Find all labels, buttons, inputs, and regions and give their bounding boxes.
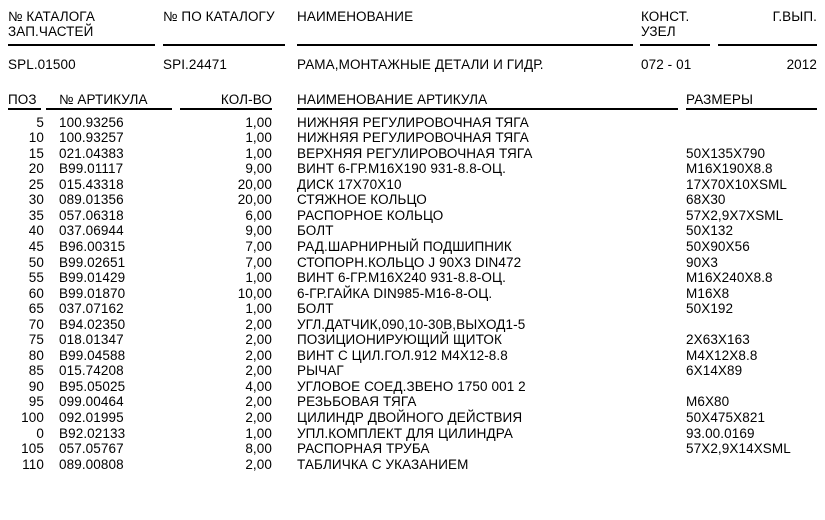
cell-dimensions: 50X132 (686, 223, 734, 239)
cell-dimensions: 68X30 (686, 192, 726, 208)
cell-description: ВЕРХНЯЯ РЕГУЛИРОВОЧНАЯ ТЯГА (297, 145, 533, 161)
cell-article: B99.01870 (59, 285, 126, 301)
cell-description: РЕЗЬБОВАЯ ТЯГА (297, 394, 417, 410)
cell-pos: 55 (28, 270, 44, 285)
cell-description: СТЯЖНОЕ КОЛЬЦО (297, 192, 427, 208)
cell-pos: 35 (28, 207, 44, 223)
cell-dimensions: 57X2,9X7XSML (686, 207, 784, 223)
cell-pos: 15 (28, 145, 44, 161)
cell-pos: 45 (28, 238, 44, 254)
cell-description: БОЛТ (297, 223, 334, 239)
column-rule-description (297, 108, 678, 110)
construction-unit-label-line2: УЗЕЛ (641, 24, 676, 39)
column-rule-pos (8, 108, 41, 110)
cell-article: 089.00808 (59, 456, 124, 472)
catalog-reference-value: SPI.24471 (163, 57, 227, 72)
cell-article: B92.02133 (59, 425, 126, 441)
column-rule-qty (180, 108, 272, 110)
cell-article: B99.01429 (59, 270, 126, 285)
cell-qty: 2,00 (245, 456, 272, 472)
cell-dimensions: 6X14X89 (686, 363, 743, 379)
cell-qty: 9,00 (245, 223, 272, 239)
cell-qty: 1,00 (245, 145, 272, 161)
cell-qty: 20,00 (237, 176, 272, 192)
cell-qty: 2,00 (245, 363, 272, 379)
cell-pos: 60 (28, 285, 44, 301)
cell-pos: 5 (36, 114, 44, 130)
cell-qty: 2,00 (245, 316, 272, 332)
cell-article: 015.74208 (59, 363, 124, 379)
cell-article: 089.01356 (59, 192, 124, 208)
cell-dimensions: 50X135X790 (686, 145, 766, 161)
cell-description: 6-ГР.ГАЙКА DIN985-M16-8-ОЦ. (297, 285, 493, 301)
construction-unit-value: 072 - 01 (641, 57, 692, 72)
cell-article: 092.01995 (59, 409, 124, 425)
cell-qty: 2,00 (245, 409, 272, 425)
cell-qty: 4,00 (245, 378, 272, 394)
cell-qty: 10,00 (237, 285, 272, 301)
column-header-dimensions: РАЗМЕРЫ (686, 92, 754, 107)
cell-qty: 1,00 (245, 114, 272, 130)
header-rule-name (297, 44, 633, 46)
header-rule-catalog-reference (163, 44, 285, 46)
name-label: НАИМЕНОВАНИЕ (297, 9, 414, 24)
cell-description: УГЛ.ДАТЧИК,090,10-30В,ВЫХОД1-5 (297, 316, 526, 332)
year-label: Г.ВЫП. (772, 9, 817, 24)
column-rule-article (46, 108, 172, 110)
cell-description: БОЛТ (297, 301, 334, 317)
header-rule-catalog-number (8, 44, 155, 46)
construction-unit-label-line1: КОНСТ. (641, 9, 690, 24)
cell-qty: 8,00 (245, 441, 272, 457)
cell-pos: 40 (28, 223, 44, 239)
column-header-qty: КОЛ-ВО (220, 92, 272, 107)
catalog-number-value: SPL.01500 (8, 57, 76, 72)
cell-description: ТАБЛИЧКА С УКАЗАНИЕМ (297, 456, 469, 472)
cell-qty: 7,00 (245, 238, 272, 254)
cell-qty: 20,00 (237, 192, 272, 208)
cell-article: 057.06318 (59, 207, 124, 223)
cell-description: ВИНТ С ЦИЛ.ГОЛ.912 M4X12-8.8 (297, 347, 508, 363)
header-rule-year (718, 44, 817, 46)
cell-pos: 80 (28, 347, 44, 363)
cell-dimensions: 50X90X56 (686, 238, 750, 254)
cell-article: 100.93256 (59, 114, 124, 130)
cell-pos: 105 (21, 441, 44, 457)
cell-article: B95.05025 (59, 378, 126, 394)
cell-article: 037.06944 (59, 223, 124, 239)
cell-pos: 0 (36, 425, 44, 441)
cell-description: РАД.ШАРНИРНЫЙ ПОДШИПНИК (297, 238, 512, 254)
cell-description: НИЖНЯЯ РЕГУЛИРОВОЧНАЯ ТЯГА (297, 130, 529, 146)
cell-description: РАСПОРНАЯ ТРУБА (297, 441, 430, 457)
cell-article: 057.05767 (59, 441, 124, 457)
cell-description: ПОЗИЦИОНИРУЮЩИЙ ЩИТОК (297, 332, 502, 348)
catalog-reference-label: № ПО КАТАЛОГУ (163, 9, 275, 24)
cell-article: 015.43318 (59, 176, 124, 192)
cell-qty: 2,00 (245, 332, 272, 348)
cell-pos: 10 (28, 130, 44, 146)
cell-description: НИЖНЯЯ РЕГУЛИРОВОЧНАЯ ТЯГА (297, 114, 529, 130)
cell-dimensions: M4X12X8.8 (686, 347, 758, 363)
cell-description: УГЛОВОЕ СОЕД.ЗВЕНО 1750 001 2 (297, 378, 526, 394)
cell-pos: 85 (28, 363, 44, 379)
cell-dimensions: M6X80 (686, 394, 730, 410)
cell-article: 100.93257 (59, 130, 124, 146)
cell-description: УПЛ.КОМПЛЕКТ ДЛЯ ЦИЛИНДРА (297, 425, 514, 441)
cell-pos: 65 (28, 301, 44, 317)
cell-dimensions: 90X3 (686, 254, 718, 270)
cell-pos: 70 (28, 316, 44, 332)
cell-description: РЫЧАГ (297, 363, 344, 379)
cell-pos: 20 (28, 161, 44, 177)
cell-qty: 9,00 (245, 161, 272, 177)
cell-pos: 30 (28, 192, 44, 208)
cell-article: B99.04588 (59, 347, 126, 363)
cell-article: 021.04383 (59, 145, 124, 161)
column-header-pos: ПОЗ (8, 92, 37, 107)
cell-dimensions: 50X475X821 (686, 409, 766, 425)
cell-qty: 2,00 (245, 394, 272, 410)
cell-article: B94.02350 (59, 316, 126, 332)
column-header-article: № АРТИКУЛА (59, 92, 148, 107)
cell-qty: 1,00 (245, 425, 272, 441)
cell-article: 018.01347 (59, 332, 124, 348)
cell-dimensions: M16X8 (686, 285, 730, 301)
name-value: РАМА,МОНТАЖНЫЕ ДЕТАЛИ И ГИДР. (297, 57, 544, 72)
catalog-number-label-line2: ЗАП.ЧАСТЕЙ (8, 24, 94, 39)
cell-pos: 110 (22, 456, 44, 472)
cell-article: B99.02651 (59, 254, 126, 270)
column-rule-dimensions (686, 108, 817, 110)
cell-dimensions: 57X2,9X14XSML (686, 441, 791, 457)
cell-qty: 1,00 (245, 130, 272, 146)
cell-article: B99.01117 (59, 161, 124, 177)
cell-dimensions: M16X190X8.8 (686, 161, 773, 177)
cell-description: РАСПОРНОЕ КОЛЬЦО (297, 207, 444, 223)
cell-qty: 7,00 (245, 254, 272, 270)
cell-dimensions: 17X70X10XSML (686, 176, 788, 192)
cell-article: 037.07162 (59, 301, 124, 317)
cell-pos: 25 (28, 176, 44, 192)
column-header-description: НАИМЕНОВАНИЕ АРТИКУЛА (297, 92, 488, 107)
cell-pos: 75 (28, 332, 44, 348)
cell-pos: 90 (28, 378, 44, 394)
cell-description: ВИНТ 6-ГР.M16X190 931-8.8-ОЦ. (297, 161, 506, 177)
cell-qty: 2,00 (245, 347, 272, 363)
year-value: 2012 (786, 57, 817, 72)
cell-qty: 1,00 (245, 270, 272, 285)
catalog-number-label-line1: № КАТАЛОГА (8, 9, 95, 24)
cell-article: B96.00315 (59, 238, 126, 254)
cell-pos: 50 (28, 254, 44, 270)
cell-pos: 95 (28, 394, 44, 410)
cell-qty: 6,00 (245, 207, 272, 223)
cell-dimensions: 93.00.0169 (686, 425, 755, 441)
cell-dimensions: M16X240X8.8 (686, 270, 773, 285)
cell-description: ВИНТ 6-ГР.M16X240 931-8.8-ОЦ. (297, 270, 506, 285)
cell-dimensions: 2X63X163 (686, 332, 750, 348)
header-rule-construction-unit (640, 44, 710, 46)
cell-pos: 100 (21, 409, 44, 425)
cell-dimensions: 50X192 (686, 301, 734, 317)
cell-description: ЦИЛИНДР ДВОЙНОГО ДЕЙСТВИЯ (297, 409, 523, 425)
cell-qty: 1,00 (245, 301, 272, 317)
cell-description: ДИСК 17X70X10 (297, 176, 402, 192)
cell-description: СТОПОРН.КОЛЬЦО J 90X3 DIN472 (297, 254, 522, 270)
cell-article: 099.00464 (59, 394, 124, 410)
